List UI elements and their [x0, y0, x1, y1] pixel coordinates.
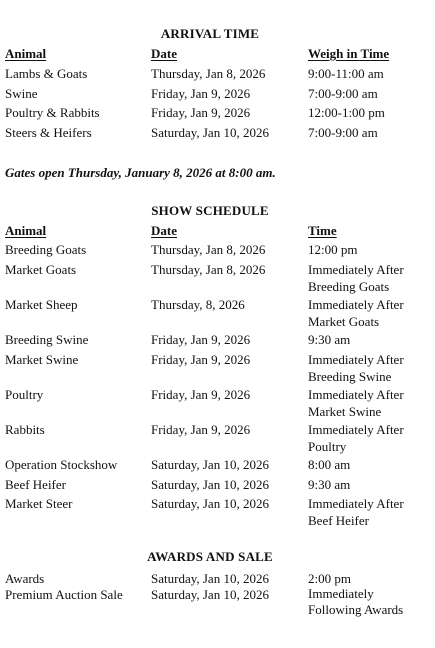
show-animal: Market Sheep — [5, 297, 78, 312]
show-time: Immediately After Breeding Swine — [308, 352, 404, 384]
arrival-date: Saturday, Jan 10, 2026 — [151, 125, 269, 140]
show-date: Saturday, Jan 10, 2026 — [151, 496, 269, 511]
show-date: Thursday, Jan 8, 2026 — [151, 262, 266, 277]
awards-event: Awards — [5, 571, 45, 586]
show-header-animal: Animal — [5, 223, 47, 238]
show-animal: Beef Heifer — [5, 477, 66, 492]
arrival-animal: Lambs & Goats — [5, 66, 88, 81]
arrival-date: Friday, Jan 9, 2026 — [151, 105, 251, 120]
show-row — [0, 386, 435, 426]
arrival-time: 7:00-9:00 am — [308, 125, 378, 140]
show-animal: Poultry — [5, 387, 44, 402]
show-date: Friday, Jan 9, 2026 — [151, 352, 251, 367]
arrival-date: Friday, Jan 9, 2026 — [151, 86, 251, 101]
awards-and-sale-heading: AWARDS AND SALE — [147, 549, 273, 564]
awards-row — [0, 586, 435, 626]
awards-date: Saturday, Jan 10, 2026 — [151, 571, 269, 586]
show-date: Friday, Jan 9, 2026 — [151, 332, 251, 347]
arrival-time: 7:00-9:00 am — [308, 86, 378, 101]
show-date: Thursday, Jan 8, 2026 — [151, 242, 266, 257]
show-row — [0, 261, 435, 301]
show-row — [0, 421, 435, 461]
arrival-date: Thursday, Jan 8, 2026 — [151, 66, 266, 81]
arrival-header-date: Date — [151, 46, 177, 61]
show-time: Immediately After Breeding Goats — [308, 262, 404, 294]
arrival-animal: Steers & Heifers — [5, 125, 92, 140]
show-animal: Market Goats — [5, 262, 77, 277]
show-time: 8:00 am — [308, 457, 351, 472]
show-row — [0, 351, 435, 391]
show-animal: Market Swine — [5, 352, 79, 367]
show-animal: Rabbits — [5, 422, 45, 437]
show-time: Immediately After Beef Heifer — [308, 496, 404, 528]
show-animal: Breeding Swine — [5, 332, 89, 347]
awards-time: 2:00 pm — [308, 571, 351, 586]
show-time: 12:00 pm — [308, 242, 358, 257]
show-animal: Market Steer — [5, 496, 73, 511]
show-time: Immediately After Market Goats — [308, 297, 404, 329]
show-date: Thursday, 8, 2026 — [151, 297, 245, 312]
arrival-header-time: Weigh in Time — [308, 46, 390, 61]
show-date: Saturday, Jan 10, 2026 — [151, 477, 269, 492]
arrival-time: 12:00-1:00 pm — [308, 105, 385, 120]
show-row — [0, 296, 435, 336]
show-schedule-heading: SHOW SCHEDULE — [151, 203, 269, 218]
arrival-animal: Swine — [5, 86, 38, 101]
gates-open-note: Gates open Thursday, January 8, 2026 at 8:00 am. — [5, 165, 276, 180]
show-row — [0, 495, 435, 535]
show-date: Friday, Jan 9, 2026 — [151, 387, 251, 402]
arrival-row — [0, 124, 435, 164]
show-header-date: Date — [151, 223, 177, 238]
awards-event: Premium Auction Sale — [5, 587, 123, 602]
show-date: Friday, Jan 9, 2026 — [151, 422, 251, 437]
show-header-time: Time — [308, 223, 337, 238]
show-time: Immediately After Poultry — [308, 422, 404, 454]
arrival-header-animal: Animal — [5, 46, 47, 61]
arrival-time: 9:00-11:00 am — [308, 66, 384, 81]
show-time: 9:30 am — [308, 332, 351, 347]
show-date: Saturday, Jan 10, 2026 — [151, 457, 269, 472]
show-animal: Operation Stockshow — [5, 457, 118, 472]
arrival-time-heading: ARRIVAL TIME — [160, 26, 260, 41]
show-time: 9:30 am — [308, 477, 351, 492]
show-time: Immediately After Market Swine — [308, 387, 404, 419]
awards-date: Saturday, Jan 10, 2026 — [151, 587, 269, 602]
arrival-animal: Poultry & Rabbits — [5, 105, 100, 120]
show-animal: Breeding Goats — [5, 242, 87, 257]
awards-time: Immediately Following Awards — [308, 586, 404, 617]
